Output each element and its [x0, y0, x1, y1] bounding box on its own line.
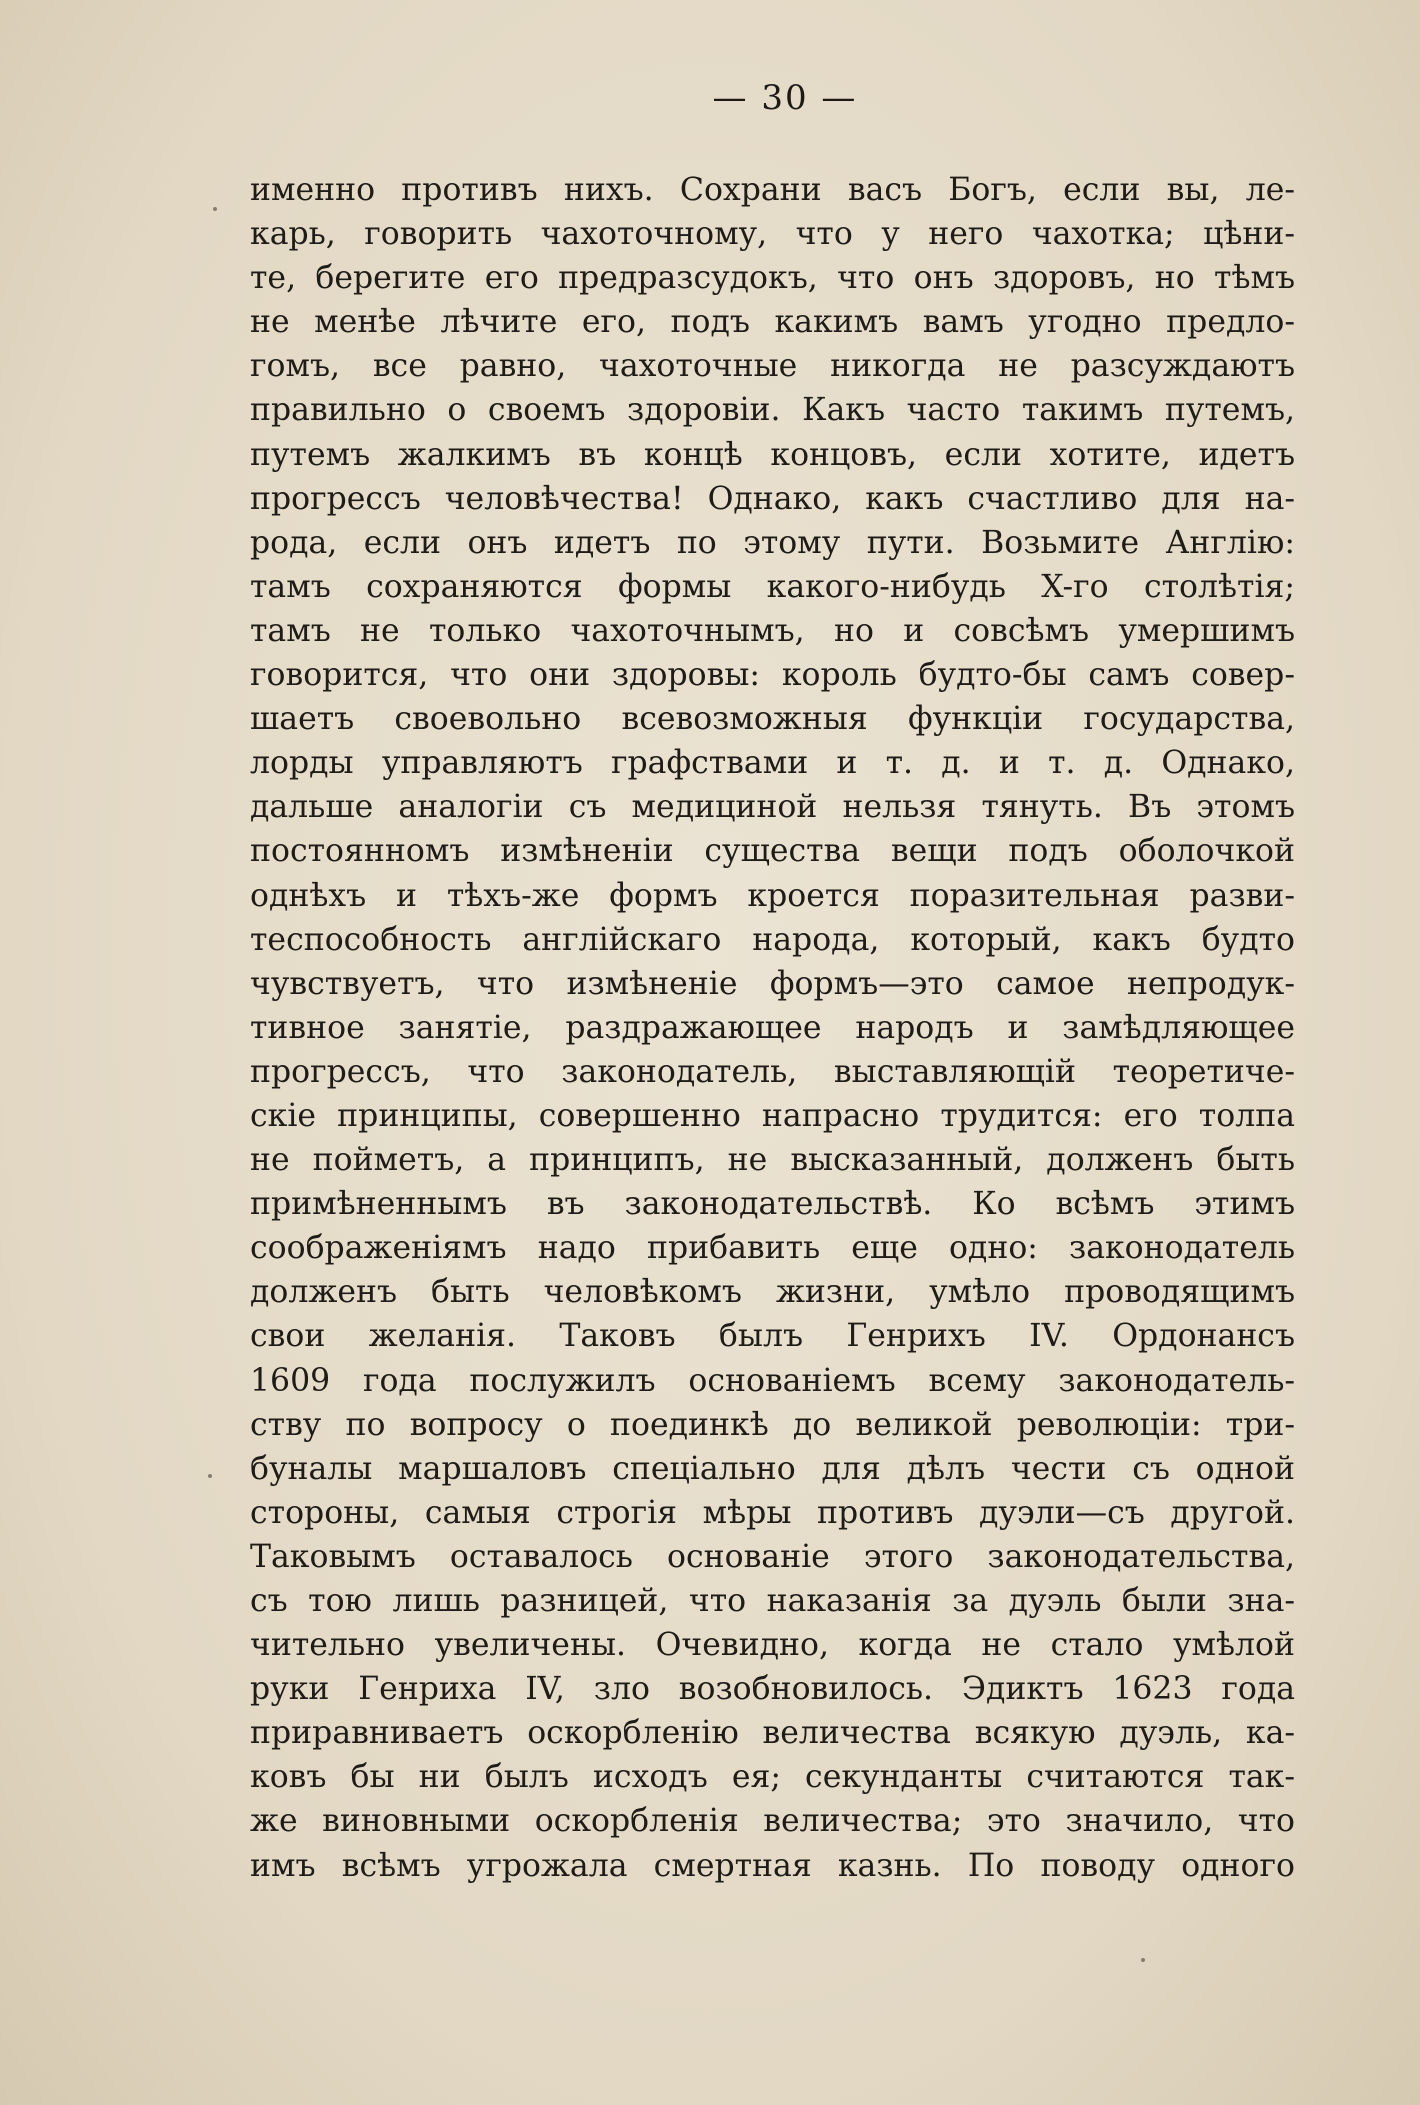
text-line: примѣненнымъ въ законодательствѣ. Ко всѣмъ этимъ	[250, 1186, 1295, 1223]
text-line: путемъ жалкимъ въ концѣ концовъ, если хотите, идетъ	[250, 436, 1295, 473]
text-line: скіе принципы, совершенно напрасно трудится: его толпа	[250, 1097, 1295, 1134]
text-line: рода, если онъ идетъ по этому пути. Возьмите Англію:	[250, 524, 1295, 561]
text-line: тивное занятіе, раздражающее народъ и замѣдляющее	[250, 1009, 1295, 1046]
text-line: стороны, самыя строгія мѣры противъ дуэли—съ другой.	[250, 1494, 1295, 1531]
text-line: тамъ сохраняются формы какого-нибудь X-го столѣтія;	[250, 568, 1295, 605]
text-line: долженъ быть человѣкомъ жизни, умѣло проводящимъ	[250, 1274, 1295, 1311]
text-line: Таковымъ оставалось основаніе этого законодательства,	[250, 1538, 1295, 1575]
page-number: — 30 —	[712, 78, 858, 118]
print-speck	[208, 1474, 212, 1478]
text-line: чувствуетъ, что измѣненіе формъ—это самое непродук-	[250, 965, 1295, 1002]
text-line: имъ всѣмъ угрожала смертная казнь. По поводу одного	[250, 1847, 1295, 1884]
text-line: говорится, что они здоровы: король будто-бы самъ совер-	[250, 657, 1295, 694]
text-line: дальше аналогіи съ медициной нельзя тянуть. Въ этомъ	[250, 789, 1295, 826]
text-line: именно противъ нихъ. Сохрани васъ Богъ, если вы, ле-	[250, 172, 1295, 208]
text-line: свои желанія. Таковъ былъ Генрихъ IV. Ордонансъ	[250, 1318, 1295, 1355]
text-line: теспособность англійскаго народа, который, какъ будто	[250, 921, 1295, 958]
text-line: чительно увеличены. Очевидно, когда не стало умѣлой	[250, 1627, 1295, 1664]
text-line: однѣхъ и тѣхъ-же формъ кроется поразительная разви-	[250, 877, 1295, 914]
text-line: ству по вопросу о поединкѣ до великой революціи: три-	[250, 1406, 1295, 1443]
text-line: тамъ не только чахоточнымъ, но и совсѣмъ умершимъ	[250, 612, 1295, 649]
text-line: съ тою лишь разницей, что наказанія за дуэль были зна-	[250, 1583, 1295, 1619]
text-line: лорды управляютъ графствами и т. д. и т. д. Однако,	[250, 745, 1295, 782]
text-line: приравниваетъ оскорбленію величества всякую дуэль, ка-	[250, 1715, 1295, 1752]
text-line: же виновными оскорбленія величества; это значило, что	[250, 1803, 1295, 1840]
text-line: карь, говорить чахоточному, что у него чахотка; цѣни-	[250, 216, 1295, 253]
body-text	[250, 168, 1295, 1888]
text-line: 1609 года послужилъ основаніемъ всему законодатель-	[250, 1362, 1295, 1399]
text-line: не менѣе лѣчите его, подъ какимъ вамъ угодно предло-	[250, 304, 1295, 341]
text-line: соображеніямъ надо прибавить еще одно: законодатель	[250, 1230, 1295, 1267]
print-speck	[1141, 1958, 1145, 1962]
print-speck	[213, 207, 217, 211]
text-line: буналы маршаловъ спеціально для дѣлъ чести съ одной	[250, 1450, 1295, 1487]
text-line: те, берегите его предразсудокъ, что онъ здоровъ, но тѣмъ	[250, 260, 1295, 297]
text-line: прогрессъ человѣчества! Однако, какъ счастливо для на-	[250, 480, 1295, 517]
text-line: шаетъ своевольно всевозможныя функціи государства,	[250, 701, 1295, 738]
text-line: не пойметъ, а принципъ, не высказанный, долженъ быть	[250, 1142, 1295, 1179]
text-line: гомъ, все равно, чахоточные никогда не разсуждаютъ	[250, 348, 1295, 385]
text-line: постоянномъ измѣненіи существа вещи подъ оболочкой	[250, 833, 1295, 870]
text-line: прогрессъ, что законодатель, выставляющій теоретиче-	[250, 1053, 1295, 1090]
text-line: правильно о своемъ здоровіи. Какъ часто такимъ путемъ,	[250, 392, 1295, 429]
text-line: руки Генриха IV, зло возобновилось. Эдиктъ 1623 года	[250, 1671, 1295, 1708]
text-line: ковъ бы ни былъ исходъ ея; секунданты считаются так-	[250, 1759, 1295, 1796]
